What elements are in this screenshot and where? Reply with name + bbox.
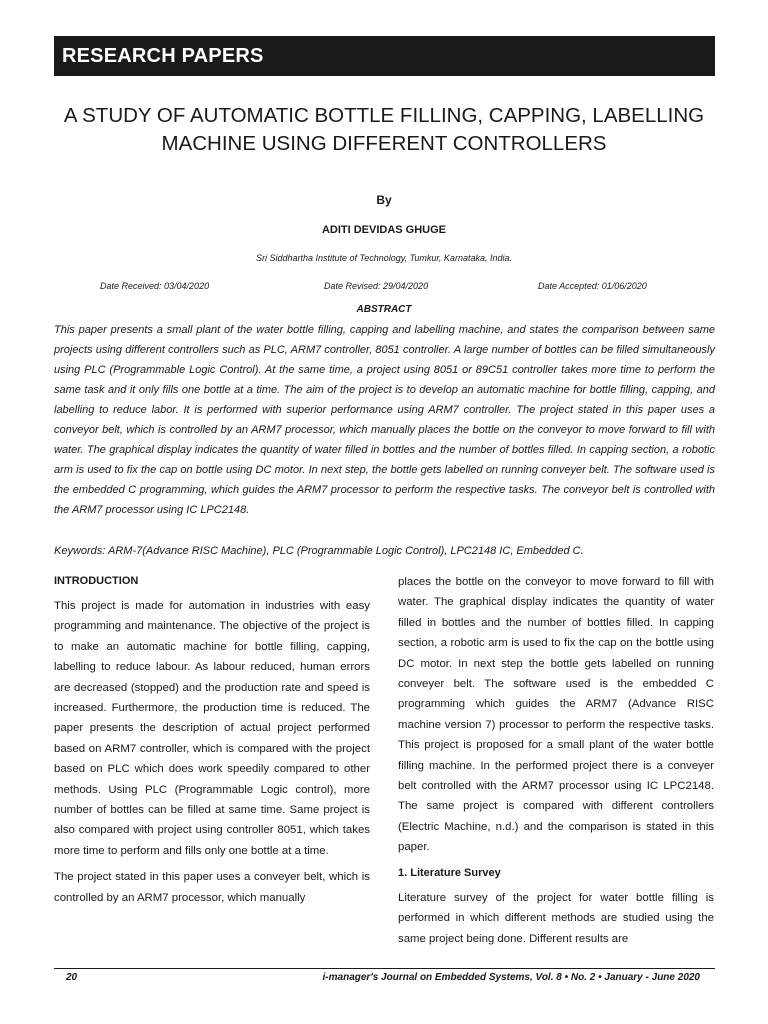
introduction-paragraph-3: places the bottle on the conveyor to move forward to fill with water. The graphical display indicates the quantity of water filled in bottles and the number of bottles filled. In capping section, a robotic arm is used to fix the cap on the bottle using DC motor. In next step the bottle gets labelled on running conveyer belt. The software used is the embedded C programming which guides the ARM7 (Advance RISC machine version 7) processor to perform the respective tasks. This project is proposed for a small plant of the water bottle filling machine. In the performed project there is a conveyer belt controlled with the ARM7 processor using IC LPC2148. The same project is compared with different controllers (Electric Machine, n.d.) and the comparison is stated in this paper. [398,576,714,854]
page-number: 20 [66,972,78,983]
introduction-paragraph-2: The project stated in this paper uses a conveyer belt, which is controlled by an ARM7 processor, which manually [54,871,370,904]
paper-title-line-2: MACHINE USING DIFFERENT CONTROLLERS [161,132,607,155]
literature-survey-paragraph: Literature survey of the project for water bottle filling is performed in which different methods are studied using the same project being done. Different results are [398,891,714,945]
section-banner [54,36,715,76]
date-accepted: Date Accepted: 01/06/2020 [538,281,647,291]
journal-citation: i-manager's Journal on Embedded Systems, Vol. 8 • No. 2 • January - June 2020 [322,972,700,983]
left-column [54,572,370,914]
introduction-paragraph-1: This project is made for automation in industries with easy programming and maintenance. The objective of the project is to make an automatic machine for bottle filling, capping, labelling to reduce labour. As labour reduced, human errors are decreased (stopped) and the production rate and speed is increased. Furthermore, the production time is reduced. The paper presents the description of actual project performed based on ARM7 controller, which is compared with the project based on PLC which does work speedily compared to other methods. Using PLC (Programmable Logic control), more number of bottles can be filled at same time. Same project is also compared with project using controller 8051, which takes more time to perform and fills only one bottle at a time. [54,600,370,857]
date-received: Date Received: 03/04/2020 [100,281,210,291]
introduction-heading: INTRODUCTION [54,575,139,587]
keywords: Keywords: ARM-7(Advance RISC Machine), PLC (Programmable Logic Control), LPC2148 IC, Embedded C. [54,545,584,557]
footer-divider [54,968,715,969]
abstract-text: This paper presents a small plant of the water bottle filling, capping and labelling machine, and states the comparison between same projects using different controllers such as PLC, ARM7 controller, 8051 controller. A large number of bottles can be filled simultaneously using PLC (Programmable Logic Control). At the same time, a project using 8051 or 89C51 controller takes more time to perform the same task and it only fills one bottle at a time. The aim of the project is to develop an automatic machine for bottle filling, capping, and labelling to reduce labor. It is performed with superior performance using ARM7 controller. The project stated in this paper uses a conveyor belt, which is controlled by an ARM7 processor, which manually places the bottle on the conveyor to move forward to fill with water. The graphical display indicates the quantity of water filled in bottles and the number of bottles filled. In capping section, a robotic arm is used to fix the cap on bottle using DC motor. In next step, the bottle gets labelled on running conveyer belt. The software used is the embedded C programming, which guides the ARM7 processor to perform the respective tasks. The conveyor belt is controlled with the ARM7 processor using IC LPC2148. [54,324,715,516]
paper-title [40,102,728,158]
right-column [398,572,714,955]
author-name: ADITI DEVIDAS GHUGE [321,224,447,236]
abstract-heading: ABSTRACT [356,304,412,315]
by-line: By [376,193,392,207]
date-revised: Date Revised: 29/04/2020 [324,281,429,291]
section-label: RESEARCH PAPERS [62,45,264,67]
author-affiliation: Sri Siddhartha Institute of Technology, Tumkur, Karnataka, India. [256,253,512,263]
literature-survey-heading: 1. Literature Survey [398,866,501,879]
paper-title-line-1: A STUDY OF AUTOMATIC BOTTLE FILLING, CAPPING, LABELLING [63,104,705,127]
